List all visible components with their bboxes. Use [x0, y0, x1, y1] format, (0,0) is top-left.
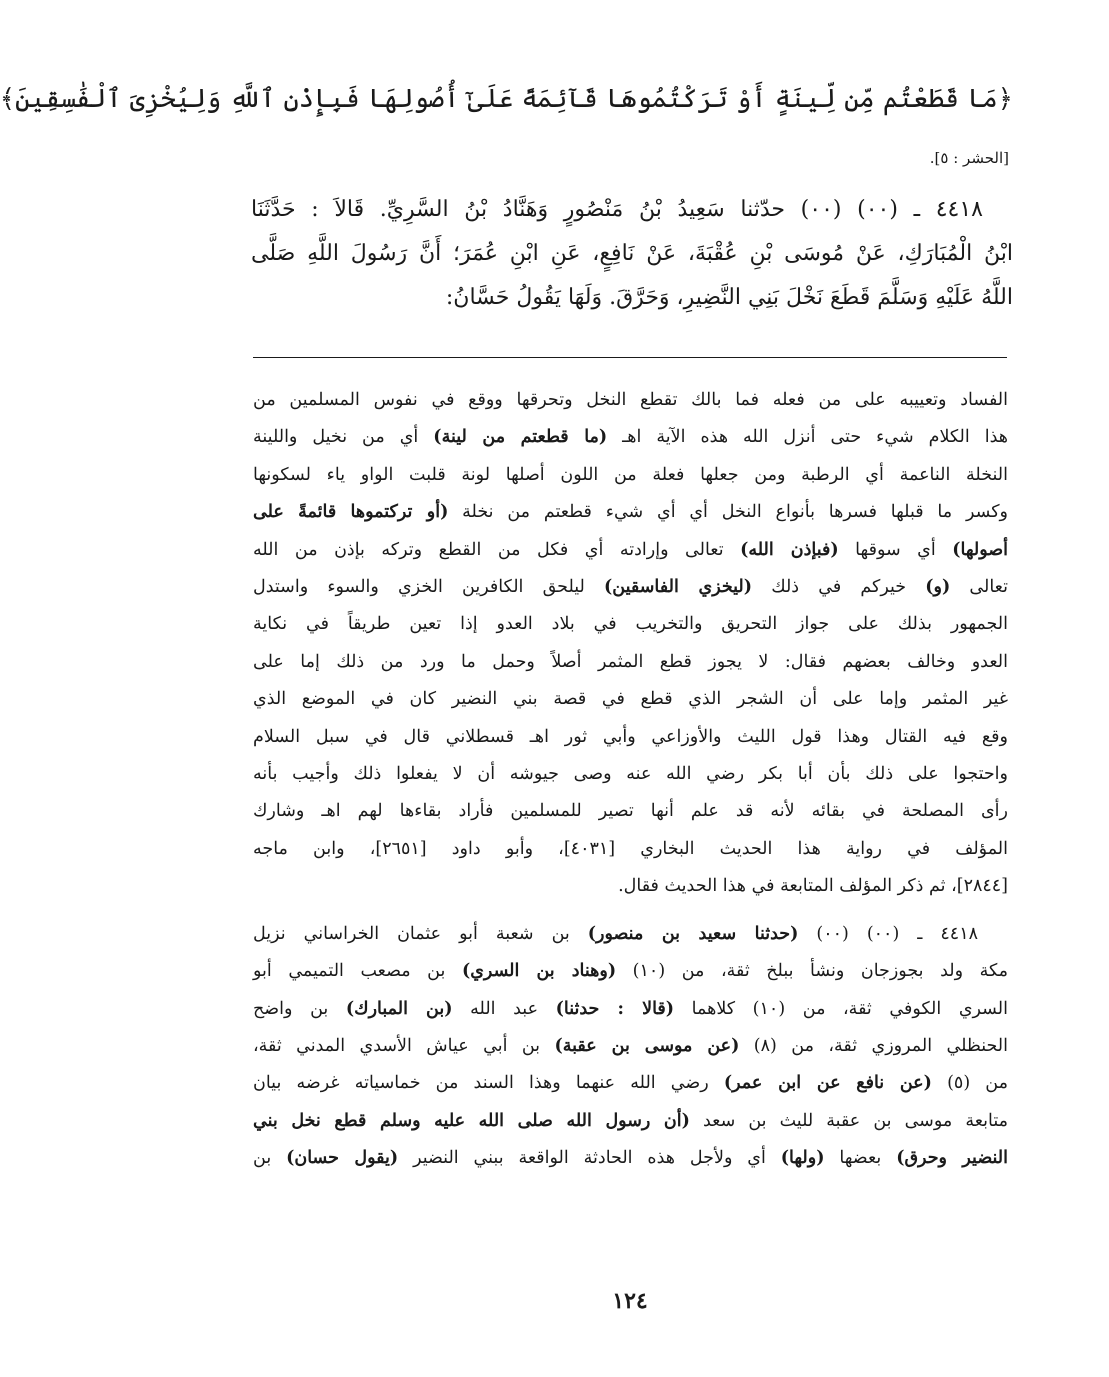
footnote-divider	[253, 357, 1007, 358]
commentary-line: [٢٨٤٤]، ثم ذكر المؤلف المتابعة في هذا الحديث فقال.	[618, 876, 1008, 897]
commentary-line: مكة ولد بجوزجان ونشأ ببلخ ثقة، من (١٠) (وهناد بن السري) بن مصعب التميمي أبو	[253, 961, 1009, 982]
quoted-phrase: أصولها)	[952, 539, 1008, 560]
quoted-phrase: (أو تركتموها قائمةً على	[253, 502, 449, 523]
quoted-phrase: (ولها)	[780, 1148, 825, 1169]
commentary-line: النضير وحرق) بعضها (ولها) أي ولأجل هذه الحادثة الواقعة ببني النضير (يقول حسان) بن	[253, 1148, 1008, 1169]
commentary-line: الجمهور بذلك على جواز التحريق والتخريب في بلاد العدو إذا تعين طريقاً في نكاية	[253, 614, 1008, 635]
quoted-phrase: (ما قطعتم من لينة)	[433, 427, 608, 448]
hadith-line: ٤٤١٨ ـ (٠٠) (٠٠) حدّثنا سَعِيدُ بْنُ مَنْصُورٍ وَهَنَّادُ بْنُ السَّرِيِّ. قَالاَ : حَدَّثَنَا	[251, 197, 983, 222]
commentary-line: ٤٤١٨ ـ (٠٠) (٠٠) (حدثنا سعيد بن منصور) بن شعبة أبو عثمان الخراساني نزيل	[253, 923, 978, 944]
commentary-line: واحتجوا على ذلك بأن أبا بكر رضي الله عنه وصى جيوشه أن لا يفعلوا ذلك وأجيب بأنه	[253, 764, 1008, 785]
quoted-phrase: (بن المبارك)	[345, 998, 453, 1019]
commentary-line: متابعة موسى بن عقبة لليث بن سعد (أن رسول الله صلى الله عليه وسلم قطع نخل بني	[253, 1110, 1008, 1131]
commentary-line: العدو وخالف بعضهم فقال: لا يجوز قطع المثمر أصلاً وحمل ما ورد من ذلك إما على	[253, 651, 1008, 672]
quoted-phrase: (قالا : حدثنا)	[555, 998, 675, 1019]
commentary-line: هذا الكلام شيء حتى أنزل الله هذه الآية اهـ (ما قطعتم من لينة) أي من نخيل واللينة	[253, 427, 1009, 448]
commentary	[253, 382, 1008, 1178]
commentary-line: وكسر ما قبلها فسرها بأنواع النخل أي أي شيء قطعتم من نخلة (أو تركتموها قائمةً على	[253, 502, 1008, 523]
page-number: ١٢٤	[612, 1288, 648, 1314]
commentary-line: من (٥) (عن نافع عن ابن عمر) رضي الله عنهما وهذا السند من خماسياته غرضه بيان	[253, 1073, 1009, 1094]
quoted-phrase: (ليخزي الفاسقين)	[604, 577, 753, 598]
quoted-phrase: (عن نافع عن ابن عمر)	[723, 1073, 932, 1094]
hadith-line: ابْنُ الْمُبَارَكِ، عَنْ مُوسَى بْنِ عُقْبَةَ، عَنْ نَافِعٍ، عَنِ ابْنِ عُمَرَ؛ أَنَّ رَسُولَ اللَّهِ صَلَّى	[251, 241, 1013, 266]
commentary-line: غير المثمر وإما على أن الشجر الذي قطع في قصة بني النضير كان في الموضع الذي	[253, 689, 1008, 710]
quoted-phrase: (فبإذن الله)	[740, 539, 839, 560]
quoted-phrase: (و)	[925, 577, 951, 598]
hadith-line: اللَّهُ عَلَيْهِ وَسَلَّمَ قَطَعَ نَخْلَ بَنِي النَّضِيرِ، وَحَرَّقَ. وَلَهَا يَقُولُ حَسَّانُ:	[445, 285, 1013, 310]
quran-verse: ﴿مَا قَطَعْتُم مِّن لِّينَةٍ أَوْ تَرَكْتُمُوهَا قَآئِمَةً عَلَىٰٓ أُصُولِهَا فَبِإِذْنِ ٱللَّهِ وَلِيُخْزِىَ ٱلْفَٰسِقِينَ﴾	[0, 84, 1013, 114]
quoted-phrase: (حدثنا سعيد بن منصور)	[587, 923, 799, 944]
commentary-line: الحنظلي المروزي ثقة، من (٨) (عن موسى بن عقبة) بن أبي عياش الأسدي المدني ثقة،	[253, 1035, 1008, 1056]
commentary-line: النخلة الناعمة أي الرطبة ومن جعلها فعلة من اللون أصلها لونة قلبت الواو ياء لسكونها	[253, 464, 1008, 485]
commentary-line: السري الكوفي ثقة، من (١٠) كلاهما (قالا : حدثنا) عبد الله (بن المبارك) بن واضح	[253, 998, 1008, 1019]
quoted-phrase: النضير وحرق)	[896, 1148, 1008, 1169]
quoted-phrase: (عن موسى بن عقبة)	[554, 1035, 740, 1056]
commentary-line: تعالى (و) خيركم في ذلك (ليخزي الفاسقين) ليلحق الكافرين الخزي والسوء واستدل	[253, 577, 1008, 598]
commentary-paragraph-1	[253, 382, 1008, 906]
commentary-line: رأى المصلحة في بقائه لأنه قد علم أنها تصير للمسلمين فأراد بقاءها لهم اهـ وشارك	[253, 801, 1008, 822]
quoted-phrase: (وهناد بن السري)	[461, 961, 617, 982]
quoted-phrase: (أن رسول الله صلى الله عليه وسلم قطع نخل بني	[253, 1110, 690, 1131]
quoted-phrase: (يقول حسان)	[286, 1148, 399, 1169]
commentary-line: الفساد وتعييبه على من فعله فما بالك تقطع النخل وتحرقها ووقع في نفوس المسلمين من	[253, 390, 1008, 410]
commentary-line: وقع فيه القتال وهذا قول الليث والأوزاعي وأبي ثور اهـ قسطلاني قال في سبل السلام	[253, 726, 1008, 747]
quran-reference: [الحشر : ٥].	[929, 149, 1009, 167]
hadith-text	[251, 188, 1013, 320]
commentary-line: المؤلف في رواية هذا الحديث البخاري [٤٠٣١]، وأبو داود [٢٦٥١]، وابن ماجه	[253, 838, 1009, 859]
commentary-paragraph-2	[253, 916, 1008, 1178]
commentary-line: أصولها) أي سوقها (فبإذن الله) تعالى وإرادته أي فكل من القطع وتركه بإذن من الله	[253, 539, 1008, 560]
